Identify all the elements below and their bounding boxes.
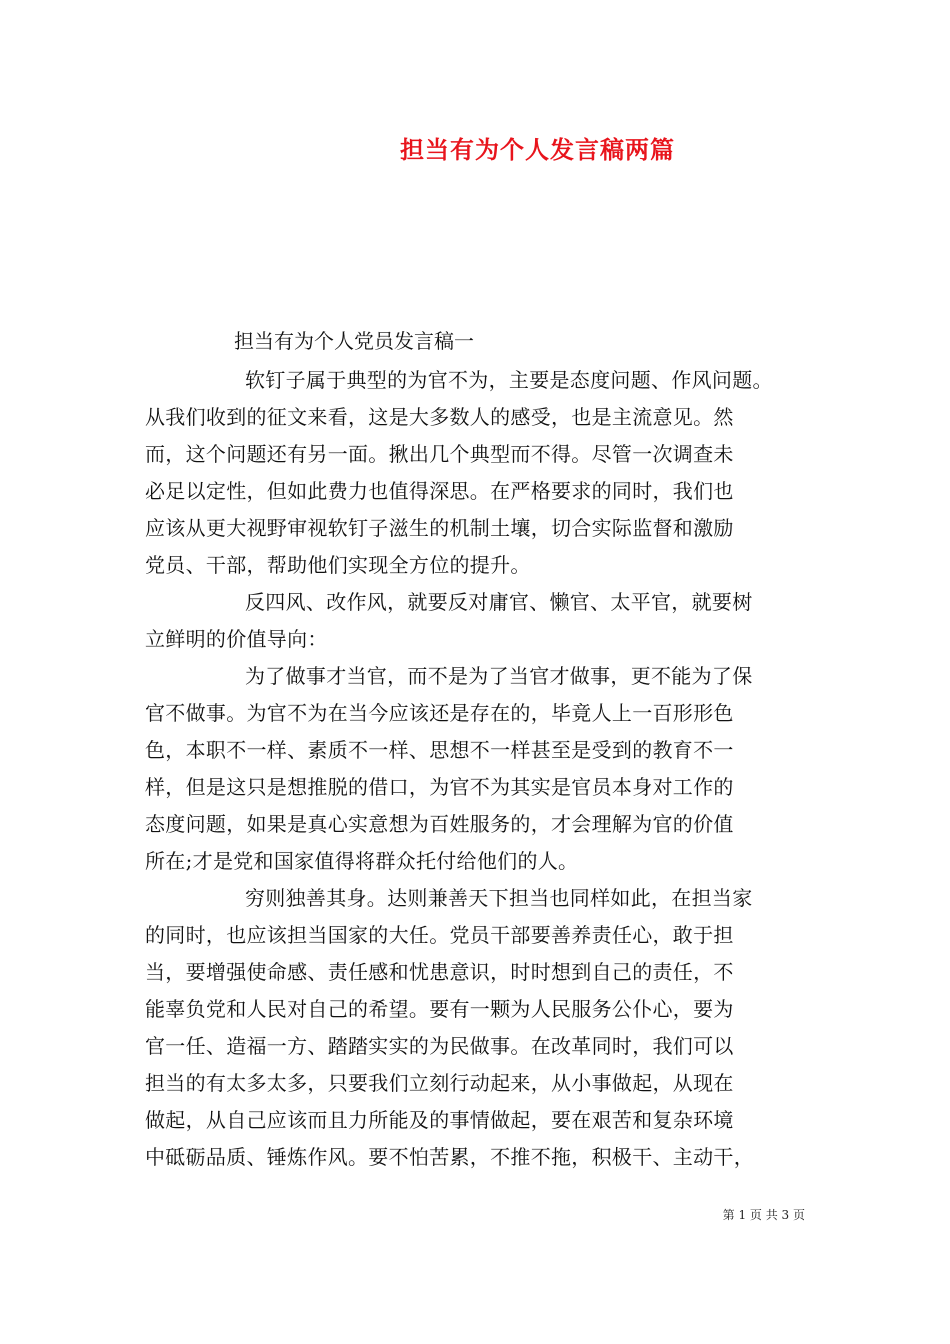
paragraph-line: 从我们收到的征文来看，这是大多数人的感受，也是主流意见。然	[145, 405, 734, 429]
paragraph-line: 官一任、造福一方、踏踏实实的为民做事。在改革同时，我们可以	[145, 1034, 734, 1058]
paragraph-line: 应该从更大视野审视软钉子滋生的机制土壤，切合实际监督和激励	[145, 516, 734, 540]
paragraph-line: 必足以定性，但如此费力也值得深思。在严格要求的同时，我们也	[145, 479, 734, 503]
paragraph-line: 所在;才是党和国家值得将群众托付给他们的人。	[145, 849, 579, 873]
paragraph-line: 能辜负党和人民对自己的希望。要有一颗为人民服务公仆心，要为	[145, 997, 734, 1021]
paragraph-line: 样，但是这只是想推脱的借口，为官不为其实是官员本身对工作的	[145, 775, 734, 799]
document-title: 担当有为个人发言稿两篇	[400, 135, 675, 164]
paragraph-line: 做起，从自己应该而且力所能及的事情做起，要在艰苦和复杂环境	[145, 1108, 734, 1132]
paragraph-line: 担当的有太多太多，只要我们立刻行动起来，从小事做起，从现在	[145, 1071, 734, 1095]
paragraph-line: 色，本职不一样、素质不一样、思想不一样甚至是受到的教育不一	[145, 738, 734, 762]
paragraph-line: 态度问题，如果是真心实意想为百姓服务的，才会理解为官的价值	[145, 812, 734, 836]
paragraph-line: 的同时，也应该担当国家的大任。党员干部要善养责任心，敢于担	[145, 923, 734, 947]
paragraph-line: 官不做事。为官不为在当今应该还是存在的，毕竟人上一百形形色	[145, 701, 734, 725]
paragraph-line: 而，这个问题还有另一面。揪出几个典型而不得。尽管一次调查未	[145, 442, 734, 466]
paragraph-line: 立鲜明的价值导向：	[145, 627, 328, 651]
paragraph-line: 为了做事才当官，而不是为了当官才做事，更不能为了保	[245, 664, 753, 688]
paragraph-line: 软钉子属于典型的为官不为，主要是态度问题、作风问题。	[245, 368, 773, 392]
paragraph-line: 党员、干部，帮助他们实现全方位的提升。	[145, 553, 531, 577]
page-number-footer: 第 1 页 共 3 页	[722, 1208, 805, 1222]
paragraph-line: 当，要增强使命感、责任感和忧患意识，时时想到自己的责任，不	[145, 960, 734, 984]
paragraph-line: 中砥砺品质、锤炼作风。要不怕苦累，不推不拖，积极干、主动干，	[145, 1145, 754, 1169]
section-subtitle: 担当有为个人党员发言稿一	[234, 329, 474, 353]
paragraph-line: 穷则独善其身。达则兼善天下担当也同样如此，在担当家	[245, 886, 753, 910]
paragraph-line: 反四风、改作风，就要反对庸官、懒官、太平官，就要树	[245, 590, 753, 614]
